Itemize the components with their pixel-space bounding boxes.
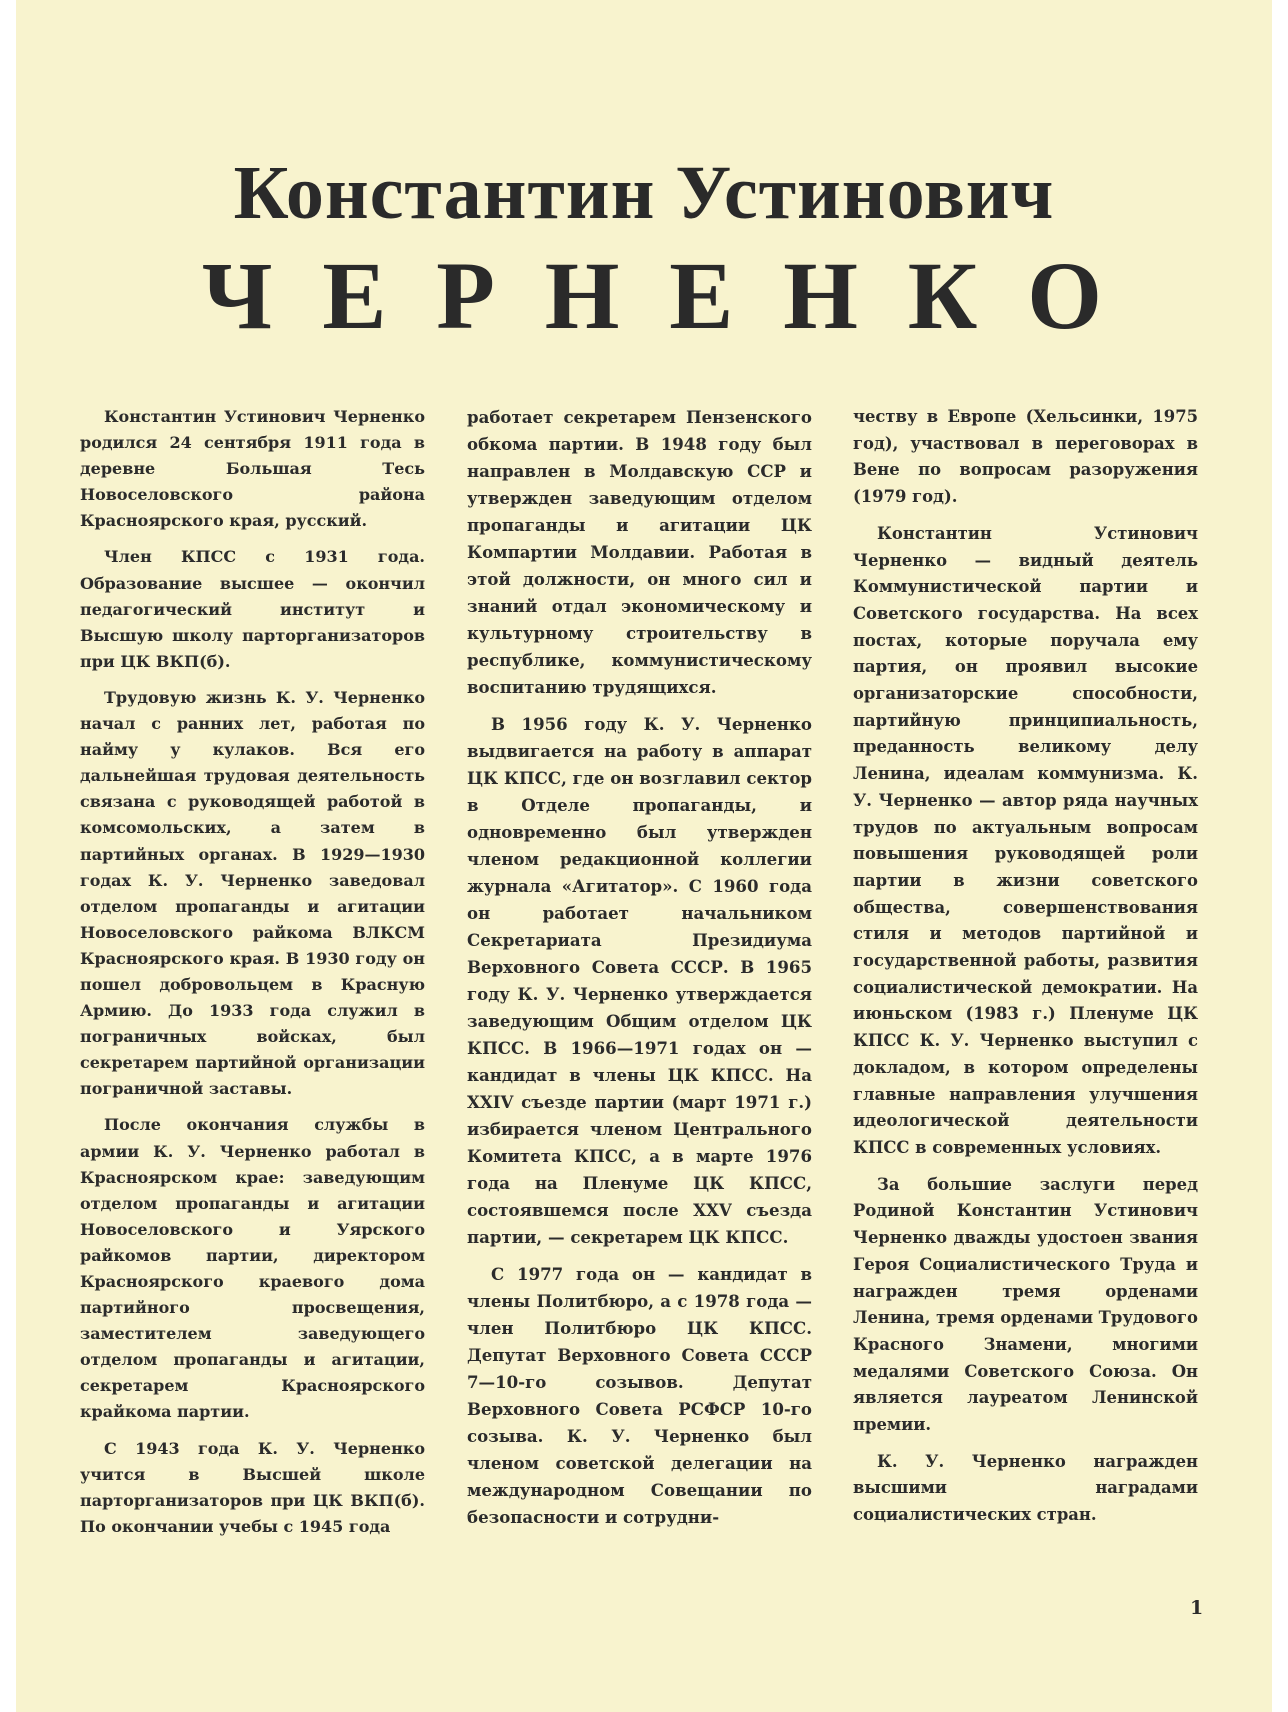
paragraph: После окончания службы в армии К. У. Черненко работал в Красноярском крае: заведующим отделом пропаганды и агитации Новоселовского и Уярского райкомов партии, директором Красноярского краевого дома партийного просвещения, заместителем заведующего отделом пропаганды и агитации, секретарем Красноярского крайкома партии. bbox=[80, 1115, 425, 1422]
paragraph: Константин Устинович Черненко — видный деятель Коммунистической партии и Советского государства. На всех постах, которые поручала ему партия, он проявил высокие организаторские способности, партийную принципиальность, преданность великому делу Ленина, идеалам коммунизма. К. У. Черненко — автор ряда научных трудов по актуальным вопросам повышения руководящей роли партии в жизни советского общества, совершенствования стиля и методов партийной и государственной работы, развития социалистической демократии. На июньском (1983 г.) Пленуме ЦК КПСС К. У. Черненко выступил с докладом, в котором определены главные направления улучшения идеологической деятельности КПСС в современных условиях. bbox=[853, 523, 1198, 1157]
paragraph-continued: честву в Европе (Хельсинки, 1975 год), участвовал в переговорах в Вене по вопросам разоружения (1979 год). bbox=[853, 407, 1198, 507]
text-column-2 bbox=[467, 404, 812, 1541]
text-column-1 bbox=[80, 404, 425, 1550]
surname-letter: К bbox=[907, 242, 978, 349]
surname-letter: Е bbox=[322, 242, 387, 349]
title-first-line: Константин Устинович bbox=[233, 151, 1055, 235]
title-surname bbox=[202, 240, 1102, 351]
paragraph: За большие заслуги перед Родиной Константин Устинович Черненко дважды удостоен звания Героя Социалистического Труда и награжден тремя орденами Ленина, тремя орденами Трудового Красного Знамени, многими медалями Советского Союза. Он является лауреатом Ленинской премии. bbox=[853, 1174, 1198, 1435]
paragraph: С 1977 года он — кандидат в члены Политбюро, а с 1978 года — член Политбюро ЦК КПСС. Депутат Верховного Совета СССР 7—10-го созывов. Депутат Верховного Совета РСФСР 10-го созыва. К. У. Черненко был членом советской делегации на международном Совещании по безопасности и сотрудни- bbox=[467, 1264, 812, 1527]
paragraph: В 1956 году К. У. Черненко выдвигается на работу в аппарат ЦК КПСС, где он возглавил сектор в Отделе пропаганды, и одновременно был утвержден членом редакционной коллегии журнала «Агитатор». С 1960 года он работает начальником Секретариата Президиума Верховного Совета СССР. В 1965 году К. У. Черненко утверждается заведующим Общим отделом ЦК КПСС. В 1966—1971 годах он — кандидат в члены ЦК КПСС. На XXIV съезде партии (март 1971 г.) избирается членом Центрального Комитета КПСС, а в марте 1976 года на Пленуме ЦК КПСС, состоявшемся после XXV съезда партии, — секретарем ЦК КПСС. bbox=[467, 714, 812, 1247]
page-number: 1 bbox=[1190, 1597, 1204, 1619]
surname-letter: Н bbox=[544, 242, 620, 349]
text-column-3 bbox=[853, 404, 1198, 1539]
paragraph: Константин Устинович Черненко родился 24 сентября 1911 года в деревне Большая Тесь Новоселовского района Красноярского края, русский. bbox=[80, 407, 425, 531]
paragraph: С 1943 года К. У. Черненко учится в Высшей школе парторганизаторов при ЦК ВКП(б). По окончании учебы с 1945 года bbox=[80, 1438, 425, 1536]
paragraph-continued: работает секретарем Пензенского обкома партии. В 1948 году был направлен в Молдавскую ССР и утвержден заведующим отделом пропаганды и агитации ЦК Компартии Молдавии. Работая в этой должности, он много сил и знаний отдал экономическому и культурному строительству в республике, коммунистическому воспитанию трудящихся. bbox=[467, 407, 812, 697]
paragraph: Трудовую жизнь К. У. Черненко начал с ранних лет, работая по найму у кулаков. Вся его дальнейшая трудовая деятельность связана с руководящей работой в комсомольских, а затем в партийных органах. В 1929—1930 годах К. У. Черненко заведовал отделом пропаганды и агитации Новоселовского райкома ВЛКСМ Красноярского края. В 1930 году он пошел добровольцем в Красную Армию. До 1933 года служил в пограничных войсках, был секретарем партийной организации пограничной заставы. bbox=[80, 687, 425, 1099]
surname-letter: Р bbox=[436, 242, 495, 349]
paragraph: Член КПСС с 1931 года. Образование высшее — окончил педагогический институт и Высшую школу парторганизаторов при ЦК ВКП(б). bbox=[80, 547, 425, 671]
surname-letter: Ч bbox=[202, 242, 273, 349]
paragraph: К. У. Черненко награжден высшими наградами социалистических стран. bbox=[853, 1451, 1198, 1525]
surname-letter: Н bbox=[783, 242, 858, 349]
surname-letter: Е bbox=[669, 242, 734, 349]
document-page bbox=[16, 0, 1272, 1712]
surname-letter: О bbox=[1027, 242, 1102, 349]
